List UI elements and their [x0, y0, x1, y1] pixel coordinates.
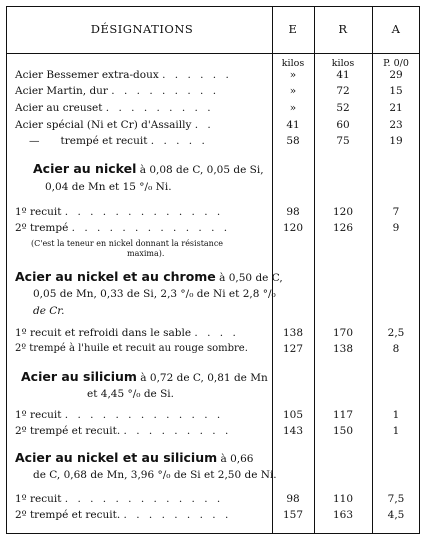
section-composition: 0,05 de Mn, 0,33 de Si, 2,3 °/₀ de Ni et 2,8 °/₀ — [33, 288, 276, 300]
section-title: Acier au nickel à 0,08 de C, 0,05 de Si, — [33, 161, 264, 176]
section-title: Acier au nickel et au chrome à 0,50 de C, — [15, 269, 283, 284]
row-value-e: » — [289, 69, 297, 81]
row-value-r: 72 — [336, 85, 350, 97]
row-value-a: 9 — [392, 222, 400, 234]
row-label: 1º recuit . . . . . . . . . . . . . — [15, 493, 224, 505]
header-divider — [7, 53, 419, 54]
row-label: 1º recuit . . . . . . . . . . . . . — [15, 206, 224, 218]
row-label: 1º recuit . . . . . . . . . . . . . — [15, 409, 224, 421]
unit-r: kilos — [331, 58, 355, 69]
row-value-e: 127 — [282, 343, 304, 355]
section-note: (C'est la teneur en nickel donnant la résistance — [31, 239, 224, 248]
header-e: E — [288, 22, 298, 36]
row-value-r: 170 — [332, 327, 354, 339]
row-value-a: 1 — [392, 409, 400, 421]
row-value-r: 60 — [336, 119, 350, 131]
row-label: Acier Bessemer extra-doux . . . . . . — [15, 69, 232, 81]
row-value-e: 41 — [286, 119, 300, 131]
row-value-r: 120 — [332, 206, 354, 218]
row-value-a: 21 — [389, 102, 403, 114]
row-value-r: 75 — [336, 135, 350, 147]
row-value-e: 157 — [282, 509, 304, 521]
row-value-a: 4,5 — [387, 509, 405, 521]
row-label: Acier Martin, dur . . . . . . . . . — [15, 85, 220, 97]
section-composition: et 4,45 °/₀ de Si. — [87, 388, 174, 400]
row-value-a: 7,5 — [387, 493, 405, 505]
row-value-a: 2,5 — [387, 327, 405, 339]
row-value-a: 23 — [389, 119, 403, 131]
row-value-e: 105 — [282, 409, 304, 421]
row-value-r: 110 — [332, 493, 354, 505]
row-value-e: 138 — [282, 327, 304, 339]
row-value-r: 163 — [332, 509, 354, 521]
row-value-e: 98 — [286, 206, 300, 218]
row-value-a: 1 — [392, 425, 400, 437]
row-value-a: 19 — [389, 135, 403, 147]
steel-properties-table — [6, 6, 420, 534]
row-label: 2º trempé et recuit. . . . . . . . . . — [15, 509, 232, 521]
row-value-e: » — [289, 102, 297, 114]
row-label: Acier spécial (Ni et Cr) d'Assailly . . — [15, 119, 214, 131]
row-value-r: 117 — [332, 409, 354, 421]
section-composition: de C, 0,68 de Mn, 3,96 °/₀ de Si et 2,50 de Ni. — [33, 469, 277, 481]
row-value-e: 120 — [282, 222, 304, 234]
header-a: A — [391, 22, 401, 36]
row-value-a: 29 — [389, 69, 403, 81]
row-value-r: 138 — [332, 343, 354, 355]
section-title: Acier au nickel et au silicium à 0,66 — [15, 450, 254, 465]
row-label: 2º trempé à l'huile et recuit au rouge sombre. — [15, 343, 248, 354]
row-value-r: 126 — [332, 222, 354, 234]
row-label: 2º trempé . . . . . . . . . . . . . — [15, 222, 231, 234]
row-value-a: 15 — [389, 85, 403, 97]
unit-e: kilos — [281, 58, 305, 69]
header-r: R — [338, 22, 348, 36]
row-label: 2º trempé et recuit. . . . . . . . . . — [15, 425, 232, 437]
section-composition: 0,04 de Mn et 15 °/₀ Ni. — [45, 181, 172, 193]
section-composition: de Cr. — [33, 305, 65, 317]
row-value-a: 7 — [392, 206, 400, 218]
row-label: Acier au creuset . . . . . . . . . — [15, 102, 214, 114]
header-designations: DÉSIGNATIONS — [90, 22, 194, 36]
row-label: — trempé et recuit . . . . . — [29, 135, 208, 147]
row-value-r: 52 — [336, 102, 350, 114]
unit-a: P. 0/0 — [383, 58, 409, 69]
section-title: Acier au silicium à 0,72 de C, 0,81 de Mn — [21, 369, 268, 384]
row-value-r: 150 — [332, 425, 354, 437]
row-value-e: 58 — [286, 135, 300, 147]
row-value-e: 98 — [286, 493, 300, 505]
row-value-e: » — [289, 85, 297, 97]
row-label: 1º recuit et refroidi dans le sable . . . . — [15, 327, 239, 339]
row-value-r: 41 — [336, 69, 350, 81]
row-value-a: 8 — [392, 343, 400, 355]
row-value-e: 143 — [282, 425, 304, 437]
section-note: maxima). — [127, 249, 165, 258]
